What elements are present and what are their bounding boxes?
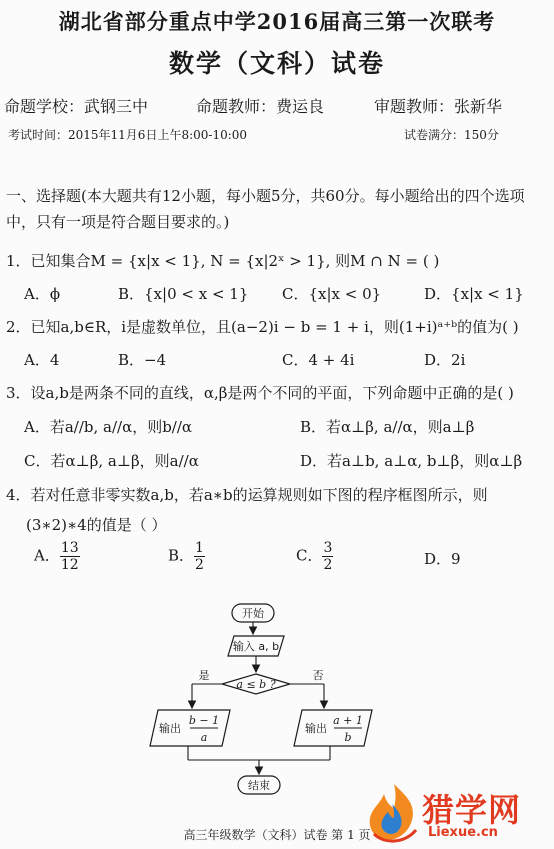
option-b-label: B． <box>168 546 195 565</box>
flow-decision-text: a ≤ b ? <box>236 678 276 691</box>
setter-teacher: 命题教师：费运良 <box>196 97 325 116</box>
exam-subtitle: 数学（文科）试卷 <box>168 49 385 78</box>
option-a-denominator: 12 <box>60 557 79 573</box>
question-4-option-d: D．9 <box>424 550 461 568</box>
question-1-option-b: B．{x|0 < x < 1} <box>118 285 249 303</box>
flow-output-left-numerator: b − 1 <box>188 714 220 727</box>
exam-time: 考试时间：2015年11月6日上午8:00-10:00 <box>8 128 248 142</box>
question-1-option-a: A．ϕ <box>24 285 61 303</box>
setter-school: 命题学校：武钢三中 <box>4 97 149 116</box>
question-2-option-a: A．4 <box>24 351 60 369</box>
option-b-denominator: 2 <box>195 557 204 573</box>
exam-title: 湖北省部分重点中学2016届高三第一次联考 <box>58 9 496 34</box>
question-1-option-d: D．{x|x < 1} <box>424 285 524 303</box>
flow-output-left-denominator: a <box>200 731 208 744</box>
question-3-option-c: C．若α⊥β, a⊥β，则a//α <box>24 452 199 470</box>
question-2-option-b: B．−4 <box>118 351 167 369</box>
flow-output-right-denominator: b <box>344 731 352 744</box>
question-1-option-c: C．{x|x < 0} <box>282 285 382 303</box>
flow-no-label: 否 <box>312 669 324 682</box>
flow-output-left-prefix: 输出 <box>159 722 181 735</box>
option-b-numerator: 1 <box>195 540 204 556</box>
flow-end-text: 结束 <box>248 779 270 792</box>
option-c-denominator: 2 <box>323 557 333 573</box>
full-score: 试卷满分：150分 <box>404 128 499 142</box>
question-2-stem: 2．已知a,b∈R，i是虚数单位，且(a−2)i − b = 1 + i，则(1+i)ᵃ⁺ᵇ的值为( ) <box>6 318 519 336</box>
watermark-brand: 猎学网 <box>422 791 522 829</box>
watermark-url: Liexue.cn <box>428 825 498 840</box>
question-2-option-c: C．4 + 4i <box>282 351 355 369</box>
flow-start-text: 开始 <box>242 607 264 620</box>
section-heading: 一、选择题(本大题共有12小题，每小题5分，共60分。每小题给出的四个选项中，只有一项是符合题目要求的。) <box>6 187 525 231</box>
page-footer: 高三年级数学（文科）试卷 第 1 页 <box>183 828 371 842</box>
option-a-numerator: 13 <box>60 540 79 556</box>
question-4-stem-line2: (3∗2)∗4的值是（ ） <box>26 516 167 534</box>
flow-input-text: 输入 a, b <box>232 640 280 653</box>
flow-yes-label: 是 <box>198 669 210 682</box>
flame-logo-icon <box>364 782 422 844</box>
flow-output-right-numerator: a + 1 <box>333 714 363 727</box>
question-1-stem: 1．已知集合M = {x|x < 1}, N = {x|2ˣ > 1}, 则M ∩ N = ( ) <box>6 252 440 270</box>
question-3-option-d: D．若a⊥b, a⊥α, b⊥β，则α⊥β <box>300 452 523 470</box>
flow-output-right-prefix: 输出 <box>305 722 327 735</box>
question-2-option-d: D．2i <box>424 351 466 369</box>
question-4-stem-line1: 4．若对任意非零实数a,b，若a∗b的运算规则如下图的程序框图所示，则 <box>6 486 488 504</box>
option-c-numerator: 3 <box>323 540 333 556</box>
question-3-stem: 3．设a,b是两条不同的直线，α,β是两个不同的平面，下列命题中正确的是( ) <box>6 384 514 402</box>
reviewer-teacher: 审题教师：张新华 <box>374 97 503 116</box>
option-a-label: A． <box>34 546 60 565</box>
question-3-option-b: B．若α⊥β, a//α，则a⊥β <box>300 418 475 436</box>
option-c-label: C． <box>296 546 323 565</box>
question-3-option-a: A．若a//b, a//α，则b//α <box>24 418 193 436</box>
